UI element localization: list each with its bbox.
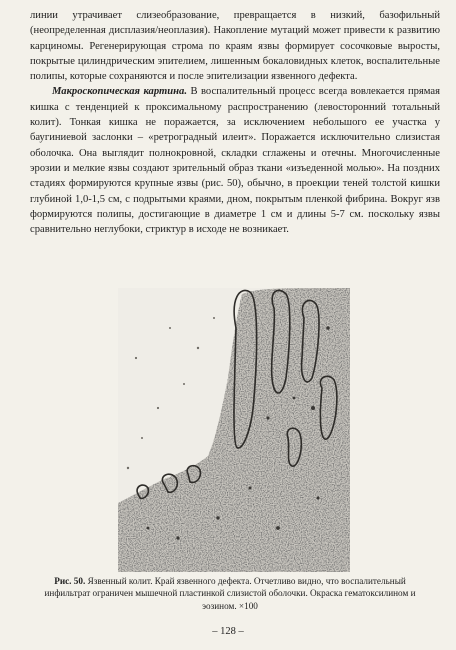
section-heading-macroscopic: Макроскопическая картина. (52, 86, 187, 98)
page-number: – 128 – (212, 626, 244, 637)
body-text (30, 8, 440, 237)
figure-caption-text: Язвенный колит. Край язвенного дефекта. Отчетливо видно, что воспалительный инфильтрат ограничен мышечной пластинкой слизистой оболочки. Окраска гематоксилином и эозином. ×100 (44, 576, 416, 611)
paragraph-1-text: линии утрачивает слизеобразование, превращается в низкий, базофильный (неопределенная дисплазия/неоплазия). Накопление мутаций может привести к развитию карциномы. Регенерирующая строма по краям язвы формирует сосочковые выросты, покрытые цилиндрическим эпителием, лишенным бокаловидных клеток, воспалительные полипы, которые сохраняются и после эпителизации язвенного дефекта. (30, 10, 440, 83)
histology-micrograph (118, 288, 350, 572)
figure-caption (34, 575, 426, 612)
micrograph-image (118, 288, 350, 572)
paragraph-2-text: В воспалительный процесс всегда вовлекается прямая кишка с тенденцией к проксимальному распространению (левосторонний тотальный колит). Тонкая кишка не поражается, за исключением небольшого ее участка у баугиниевой заслонки – «ретроградный илеит». Поражается исключительно слизистая оболочка. Она выглядит полнокровной, складки сглажены и отечны. Многочисленные эрозии и мелкие язвы создают зрительный образ ткани «изъеденной молью». На поздних стадиях формируются крупные язвы (рис. 50), обычно, в проекции теней толстой кишки глубиной 1,0-1,5 см, с подрытыми краями, дном, покрытым пленкой фибрина. Вокруг язв формируются полипы, достигающие в диаметре 1 см и длины 5-7 см. поскольку язвы сравнительно неглубоки, стриктур в исходе не возникает. (30, 86, 440, 236)
paragraph-1 (30, 8, 440, 84)
figure-label: Рис. 50. (54, 576, 86, 586)
paragraph-2 (30, 84, 440, 237)
